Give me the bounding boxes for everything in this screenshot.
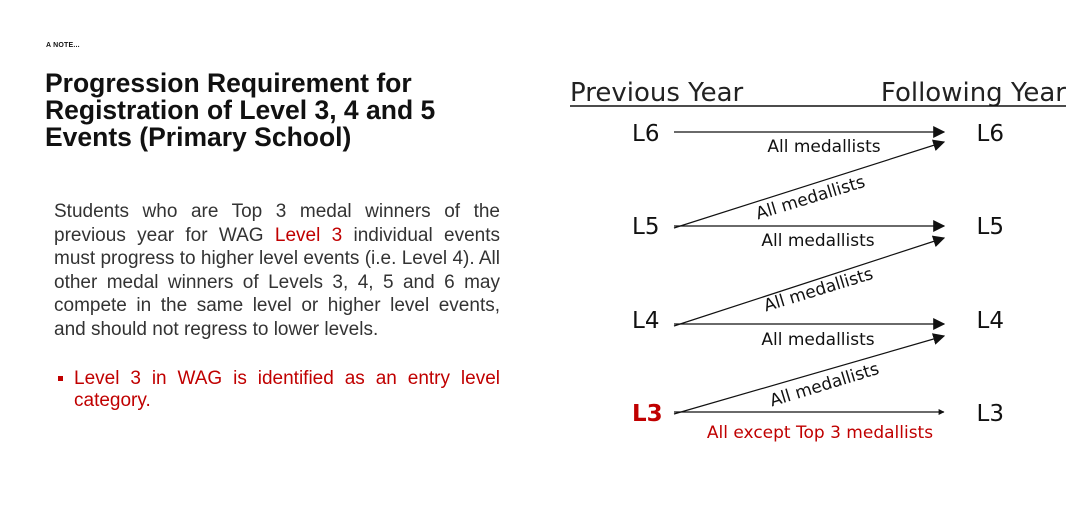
title-line-1: Progression Requirement for	[45, 68, 412, 98]
label-l6-all-medallists: All medallists	[767, 137, 881, 157]
label-l3-to-l4-all-medallists: All medallists	[767, 359, 882, 412]
bullet-text: Level 3 in WAG is identified as an entry level category.	[74, 368, 500, 411]
label-l3-all-except-top-3: All except Top 3 medallists	[706, 423, 934, 443]
right-level-l6: L6	[976, 121, 1004, 147]
right-level-l4: L4	[976, 308, 1004, 334]
left-level-l6: L6	[632, 121, 660, 147]
title-line-3: Events (Primary School)	[45, 122, 352, 152]
right-level-l3: L3	[976, 401, 1004, 427]
left-level-l3: L3	[632, 401, 663, 427]
header-previous-year: Previous Year	[570, 78, 744, 108]
label-l4-all-medallists: All medallists	[761, 330, 875, 350]
header-following-year: Following Year	[880, 78, 1066, 108]
left-level-l4: L4	[632, 308, 660, 334]
label-l5-all-medallists: All medallists	[761, 231, 875, 251]
title-line-2: Registration of Level 3, 4 and 5	[45, 95, 436, 125]
body-part-2: individual events must progress to higher level events (i.e. Level 4). All other medal winners of Levels 3, 4, 5 and 6 may compete in the same level or higher level events, and should not regress to lower levels.	[54, 224, 500, 340]
body-part-1: Students who are Top 3 medal winners of the previous year for WAG	[54, 201, 500, 246]
label-l5-to-l6-all-medallists: All medallists	[753, 172, 868, 225]
right-level-l5: L5	[976, 214, 1004, 240]
left-level-l5: L5	[632, 214, 660, 240]
note-label: A NOTE...	[46, 42, 80, 49]
body-highlight-level-3: Level 3	[274, 224, 343, 246]
label-l4-to-l5-all-medallists: All medallists	[761, 264, 876, 317]
